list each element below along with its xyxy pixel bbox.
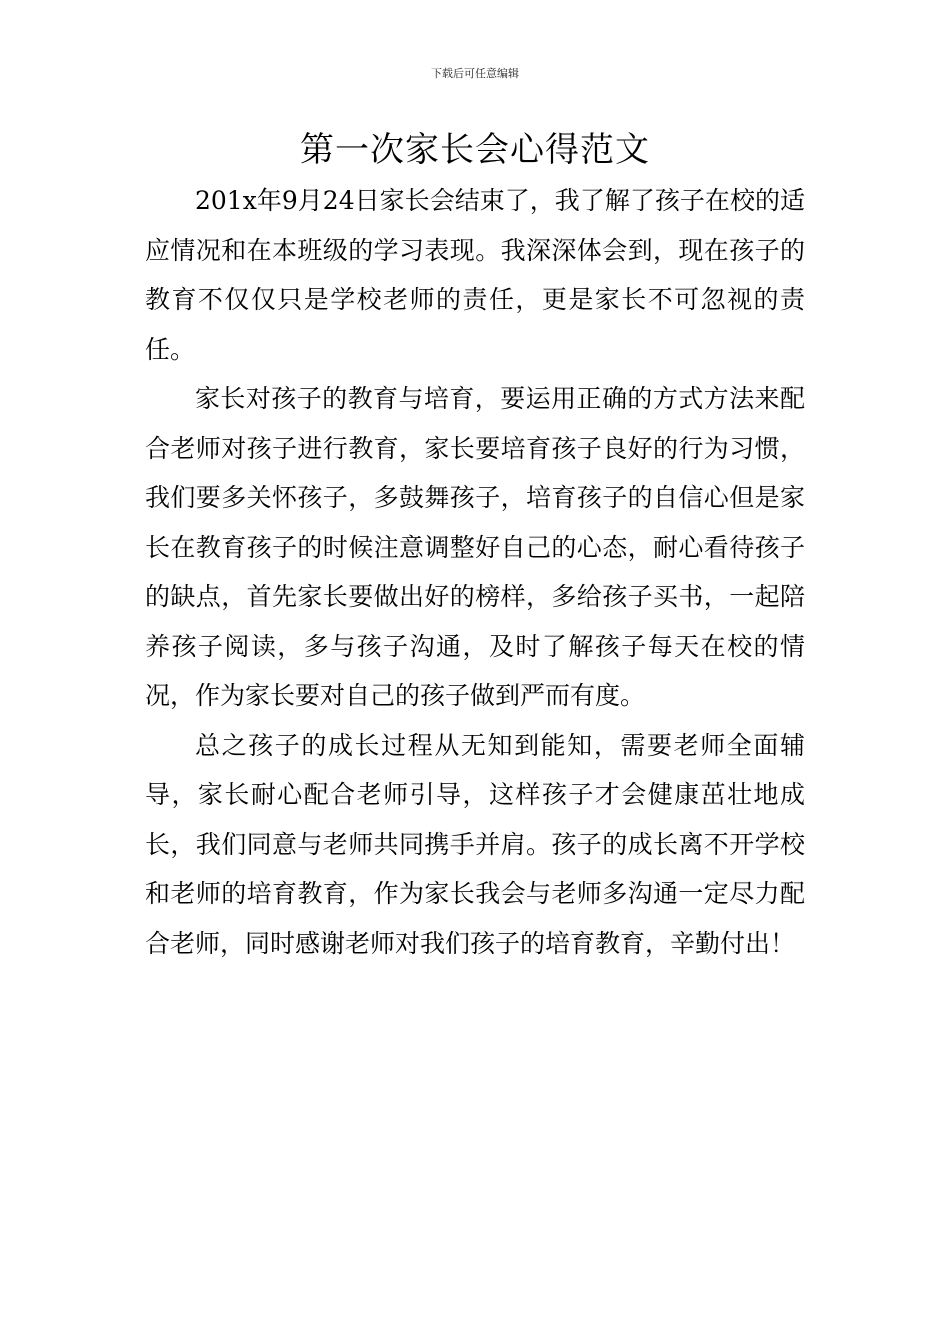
paragraph-3: 总之孩子的成长过程从无知到能知，需要老师全面辅导，家长耐心配合老师引导，这样孩子才会健康茁壮地成长，我们同意与老师共同携手并肩。孩子的成长离不开学校和老师的培育教育，作为家长我会与老师多沟通一定尽力配合老师，同时感谢老师对我们孩子的培育教育，辛勤付出！ — [145, 730, 805, 958]
document-title: 第一次家长会心得范文 — [300, 130, 650, 170]
header-note: 下载后可任意编辑 — [431, 67, 519, 80]
paragraph-2: 家长对孩子的教育与培育，要运用正确的方式方法来配合老师对孩子进行教育，家长要培育孩子良好的行为习惯，我们要多关怀孩子，多鼓舞孩子，培育孩子的自信心但是家长在教育孩子的时候注意调整好自己的心态，耐心看待孩子的缺点，首先家长要做出好的榜样，多给孩子买书，一起陪养孩子阅读，多与孩子沟通，及时了解孩子每天在校的情况，作为家长要对自己的孩子做到严而有度。 — [145, 384, 805, 710]
document-body — [145, 176, 805, 968]
paragraph-1: 201x年9月24日家长会结束了，我了解了孩子在校的适应情况和在本班级的学习表现。我深深体会到，现在孩子的教育不仅仅只是学校老师的责任，更是家长不可忽视的责任。 — [145, 186, 805, 364]
